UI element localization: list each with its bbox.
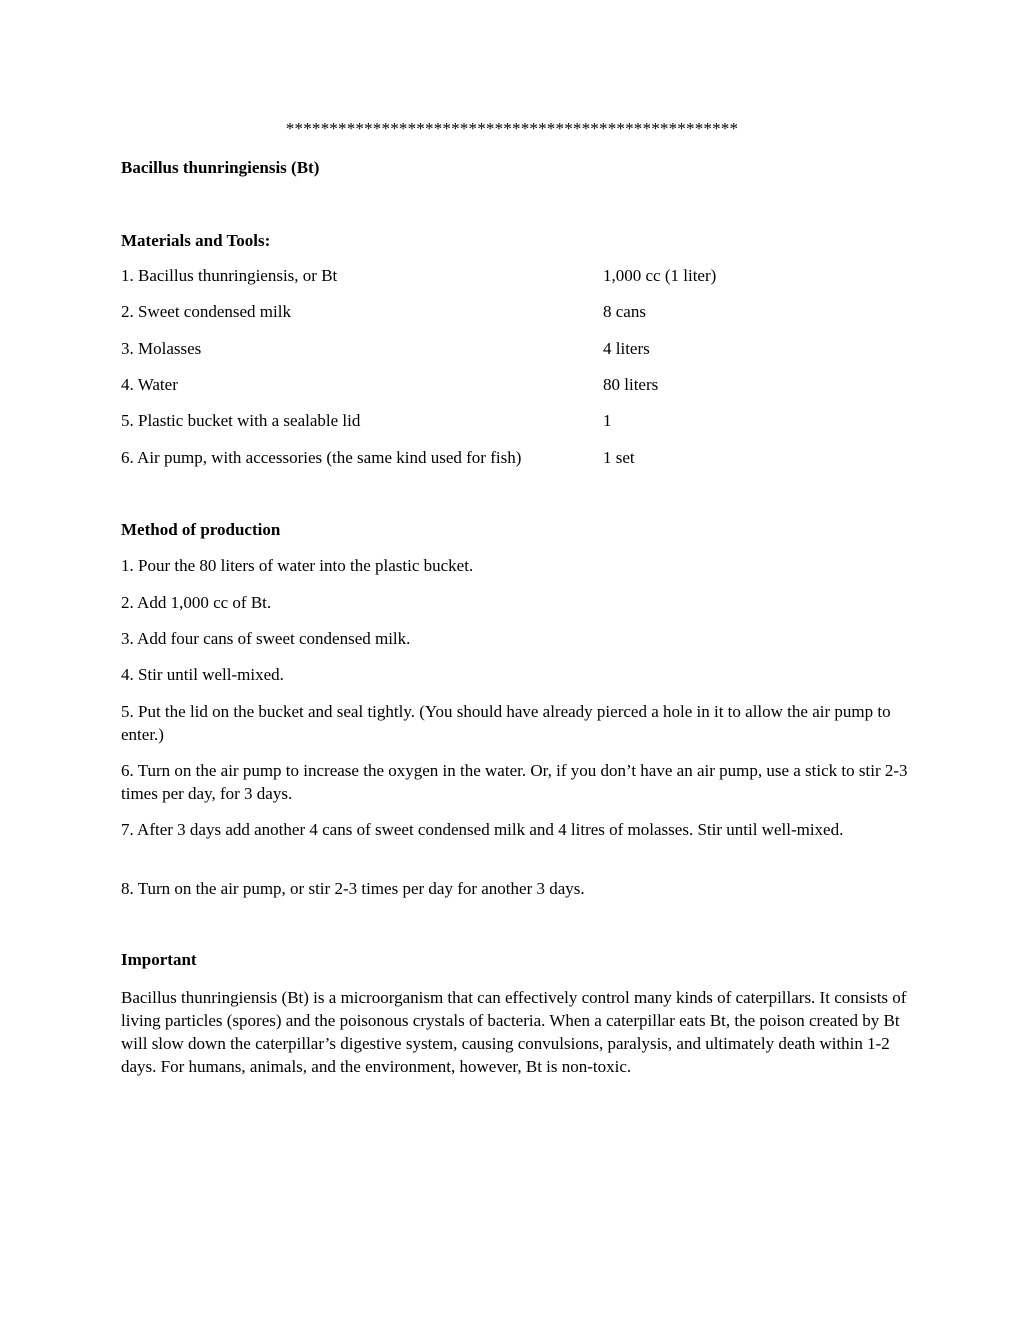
important-heading: Important [121,950,197,969]
method-step: 6. Turn on the air pump to increase the oxygen in the water. Or, if you don’t have an air pump, use a stick to stir 2-3 times per day, for 3 days. [121,761,908,803]
materials-row [121,448,635,468]
materials-row [121,411,612,431]
material-quantity: 4 liters [603,339,650,358]
material-quantity: 80 liters [603,375,659,394]
method-step: 7. After 3 days add another 4 cans of sweet condensed milk and 4 litres of molasses. Stir until well-mixed. [121,820,844,839]
method-step: 1. Pour the 80 liters of water into the plastic bucket. [121,556,474,575]
materials-heading: Materials and Tools: [121,231,271,250]
material-item: 5. Plastic bucket with a sealable lid [121,411,361,430]
material-quantity: 1 set [603,448,635,467]
material-item: 3. Molasses [121,339,202,358]
document-title: Bacillus thunringiensis (Bt) [121,158,320,177]
material-item: 6. Air pump, with accessories (the same kind used for fish) [121,448,522,467]
material-quantity: 1 [603,411,612,430]
method-step: 8. Turn on the air pump, or stir 2-3 times per day for another 3 days. [121,879,585,898]
method-step: 3. Add four cans of sweet condensed milk. [121,629,411,648]
material-item: 2. Sweet condensed milk [121,302,291,321]
method-step: 2. Add 1,000 cc of Bt. [121,593,272,612]
materials-row [121,339,650,359]
material-item: 4. Water [121,375,178,394]
material-quantity: 8 cans [603,302,646,321]
important-paragraph: Bacillus thunringiensis (Bt) is a microorganism that can effectively control many kinds of caterpillars. It consists of living particles (spores) and the poisonous crystals of bacteria. When a caterpillar eats Bt, the poison created by Bt will slow down the caterpillar’s digestive system, causing convulsions, paralysis, and ultimately death within 1-2 days. For humans, animals, and the environment, however, Bt is non-toxic. [121,988,907,1076]
materials-row [121,375,659,395]
asterisk-separator: **************************************************** [285,119,739,138]
material-quantity: 1,000 cc (1 liter) [603,266,717,285]
method-step: 4. Stir until well-mixed. [121,665,284,684]
method-step: 5. Put the lid on the bucket and seal tightly. (You should have already pierced a hole in it to allow the air pump to enter.) [121,702,891,744]
method-heading: Method of production [121,520,281,539]
materials-row [121,266,717,286]
materials-row [121,302,646,322]
material-item: 1. Bacillus thunringiensis, or Bt [121,266,338,285]
